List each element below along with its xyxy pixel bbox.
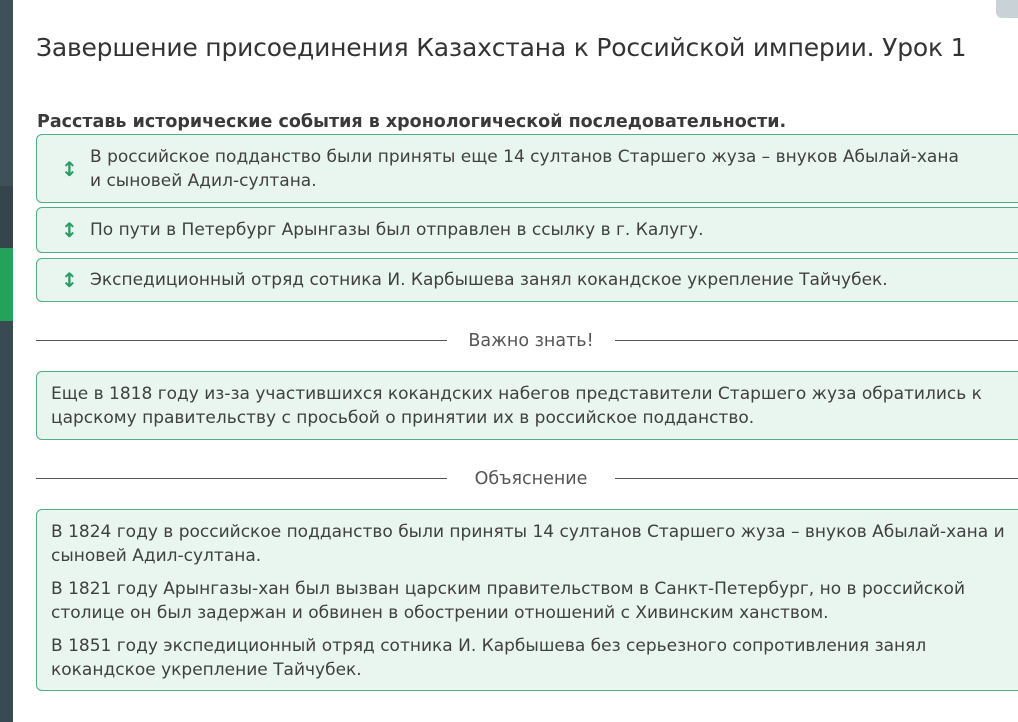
explanation-box xyxy=(36,509,1018,691)
important-info-box xyxy=(36,371,1018,440)
drag-handle-icon[interactable]: ↕ xyxy=(61,218,78,242)
important-divider xyxy=(36,331,1018,351)
explanation-divider xyxy=(36,469,1018,489)
important-heading: Важно знать! xyxy=(468,331,594,351)
top-right-tab[interactable] xyxy=(996,0,1018,18)
explanation-paragraph: В 1821 году Арынгазы-хан был вызван царским правительством в Санкт-Петербург, но в российской столице он был задержан и обвинен в обострении отношений с Хивинским ханством. xyxy=(51,579,965,623)
explanation-paragraph: В 1851 году экспедиционный отряд сотника И. Карбышева без серьезного сопротивления занял кокандское укрепление Тайчубек. xyxy=(51,636,927,680)
event-text: Экспедиционный отряд сотника И. Карбышева занял кокандское укрепление Тайчубек. xyxy=(90,270,888,290)
explanation-paragraph: В 1824 году в российское подданство были приняты 14 султанов Старшего жуза – внуков Абылай-хана и сыновей Адил-султана. xyxy=(51,522,1005,566)
important-text: Еще в 1818 году из-за участившихся кокандских набегов представители Старшего жуза обратились к царскому правительству с просьбой о принятии их в российское подданство. xyxy=(51,384,982,428)
sidebar-active-indicator[interactable] xyxy=(0,248,13,321)
task-instruction: Расставь исторические события в хронологической последовательности. xyxy=(37,112,787,132)
sidebar-section[interactable] xyxy=(0,0,13,186)
sidebar-section[interactable] xyxy=(0,186,13,248)
draggable-event-item[interactable] xyxy=(36,258,1018,302)
divider-rule xyxy=(36,478,447,479)
left-sidebar-rail xyxy=(0,0,13,722)
event-text: В российское подданство были приняты еще 14 султанов Старшего жуза – внуков Абылай-хана и сыновей Адил-султана. xyxy=(90,146,959,191)
divider-rule xyxy=(36,340,447,341)
draggable-event-item[interactable] xyxy=(36,134,1018,203)
event-text: По пути в Петербург Арынгазы был отправлен в ссылку в г. Калугу. xyxy=(90,220,704,240)
page-title: Завершение присоединения Казахстана к Российской империи. Урок 1 xyxy=(36,33,967,62)
explanation-heading: Объяснение xyxy=(474,469,588,489)
drag-handle-icon[interactable]: ↕ xyxy=(61,268,78,292)
divider-rule xyxy=(615,478,1018,479)
drag-handle-icon[interactable]: ↕ xyxy=(61,156,78,181)
draggable-event-item[interactable] xyxy=(36,207,1018,253)
divider-rule xyxy=(615,340,1018,341)
